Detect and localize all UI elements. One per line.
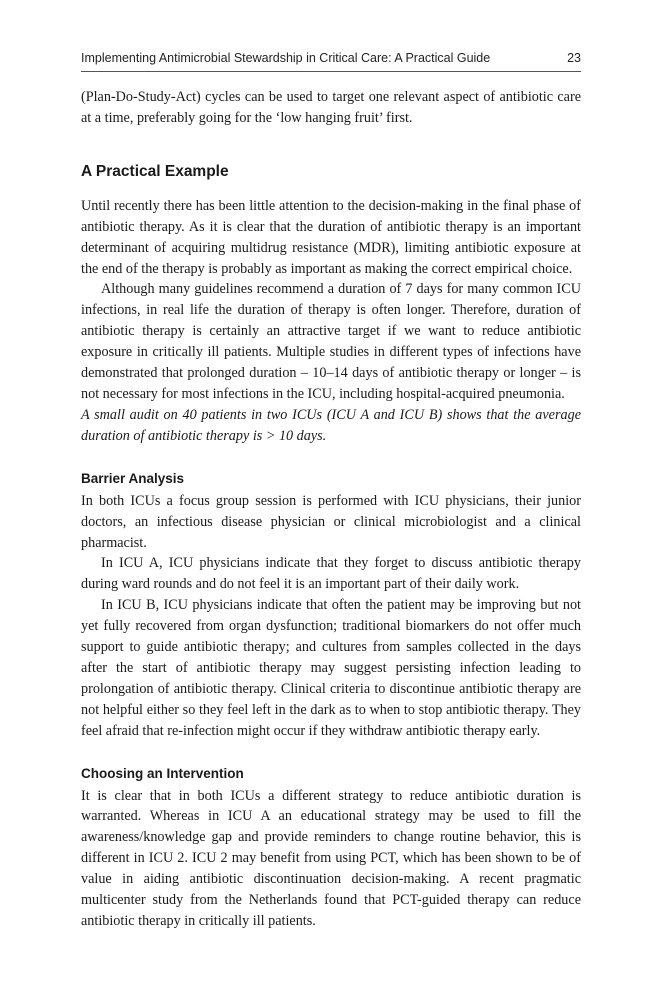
page-number: 23 [567,51,581,65]
audit-statement: A small audit on 40 patients in two ICUs (ICU A and ICU B) shows that the average duration of antibiotic therapy is > 10 days. [81,406,581,444]
paragraph: In ICU A, ICU physicians indicate that they forget to discuss antibiotic therapy during ward rounds and do not feel it is an important part of their daily work. [81,555,581,593]
paragraph: In both ICUs a focus group session is performed with ICU physicians, their junior doctors, an infectious disease physician or clinical microbiologist and a clinical pharmacist. [81,492,581,551]
paragraph: It is clear that in both ICUs a different strategy to reduce antibiotic duration is warranted. Whereas in ICU A an educational strategy may be used to fill the awareness/knowledge gap and provide reminders to change routine behavior, this is different in ICU 2. ICU 2 may benefit from using PCT, which has been shown to be of value in aiding antibiotic discontinuation decision-making. A recent pragmatic multicenter study from the Netherlands found that PCT-guided therapy can reduce antibiotic therapy in critically ill patients. [81,787,581,929]
header-rule [81,71,581,72]
paragraph: Until recently there has been little attention to the decision-making in the final phase of antibiotic therapy. As it is clear that the duration of antibiotic therapy is an important determinant of acquiring multidrug resistance (MDR), limiting antibiotic exposure at the end of the therapy is probably as important as making the correct empirical choice. [81,197,581,277]
paragraph: Although many guidelines recommend a duration of 7 days for many common ICU infections, in real life the duration of therapy is often longer. Therefore, duration of antibiotic therapy is certainly an attractive target if we want to reduce antibiotic exposure in critically ill patients. Multiple studies in different types of infections have demonstrated that prolonged duration – 10–14 days of antibiotic therapy or longer – is not necessary for most infections in the ICU, including hospital-acquired pneumonia. [81,281,581,402]
subheading-choosing-intervention: Choosing an Intervention [81,765,244,781]
section-choosing-intervention [81,764,581,932]
page-body [81,87,581,932]
paragraph: In ICU B, ICU physicians indicate that often the patient may be improving but not yet fully recovered from organ dysfunction; traditional biomarkers do not offer much support to guide antibiotic therapy; and cultures from samples collected in the days after the start of antibiotic therapy may suggest persisting infection leading to prolongation of antibiotic therapy. Clinical criteria to discontinue antibiotic therapy are not helpful either so they feel left in the dark as to when to stop antibiotic therapy. They feel afraid that re-infection might occur if they withdraw antibiotic therapy early. [81,597,581,739]
subheading-barrier-analysis: Barrier Analysis [81,470,185,486]
running-head [81,51,581,71]
running-head-title: Implementing Antimicrobial Stewardship in Critical Care: A Practical Guide [81,51,491,65]
book-page [81,0,581,1000]
section-barrier-analysis [81,469,581,742]
intro-paragraph: (Plan-Do-Study-Act) cycles can be used to target one relevant aspect of antibiotic care at a time, preferably going for the ‘low hanging fruit’ first. [81,89,581,126]
section-heading-practical-example: A Practical Example [81,162,229,180]
